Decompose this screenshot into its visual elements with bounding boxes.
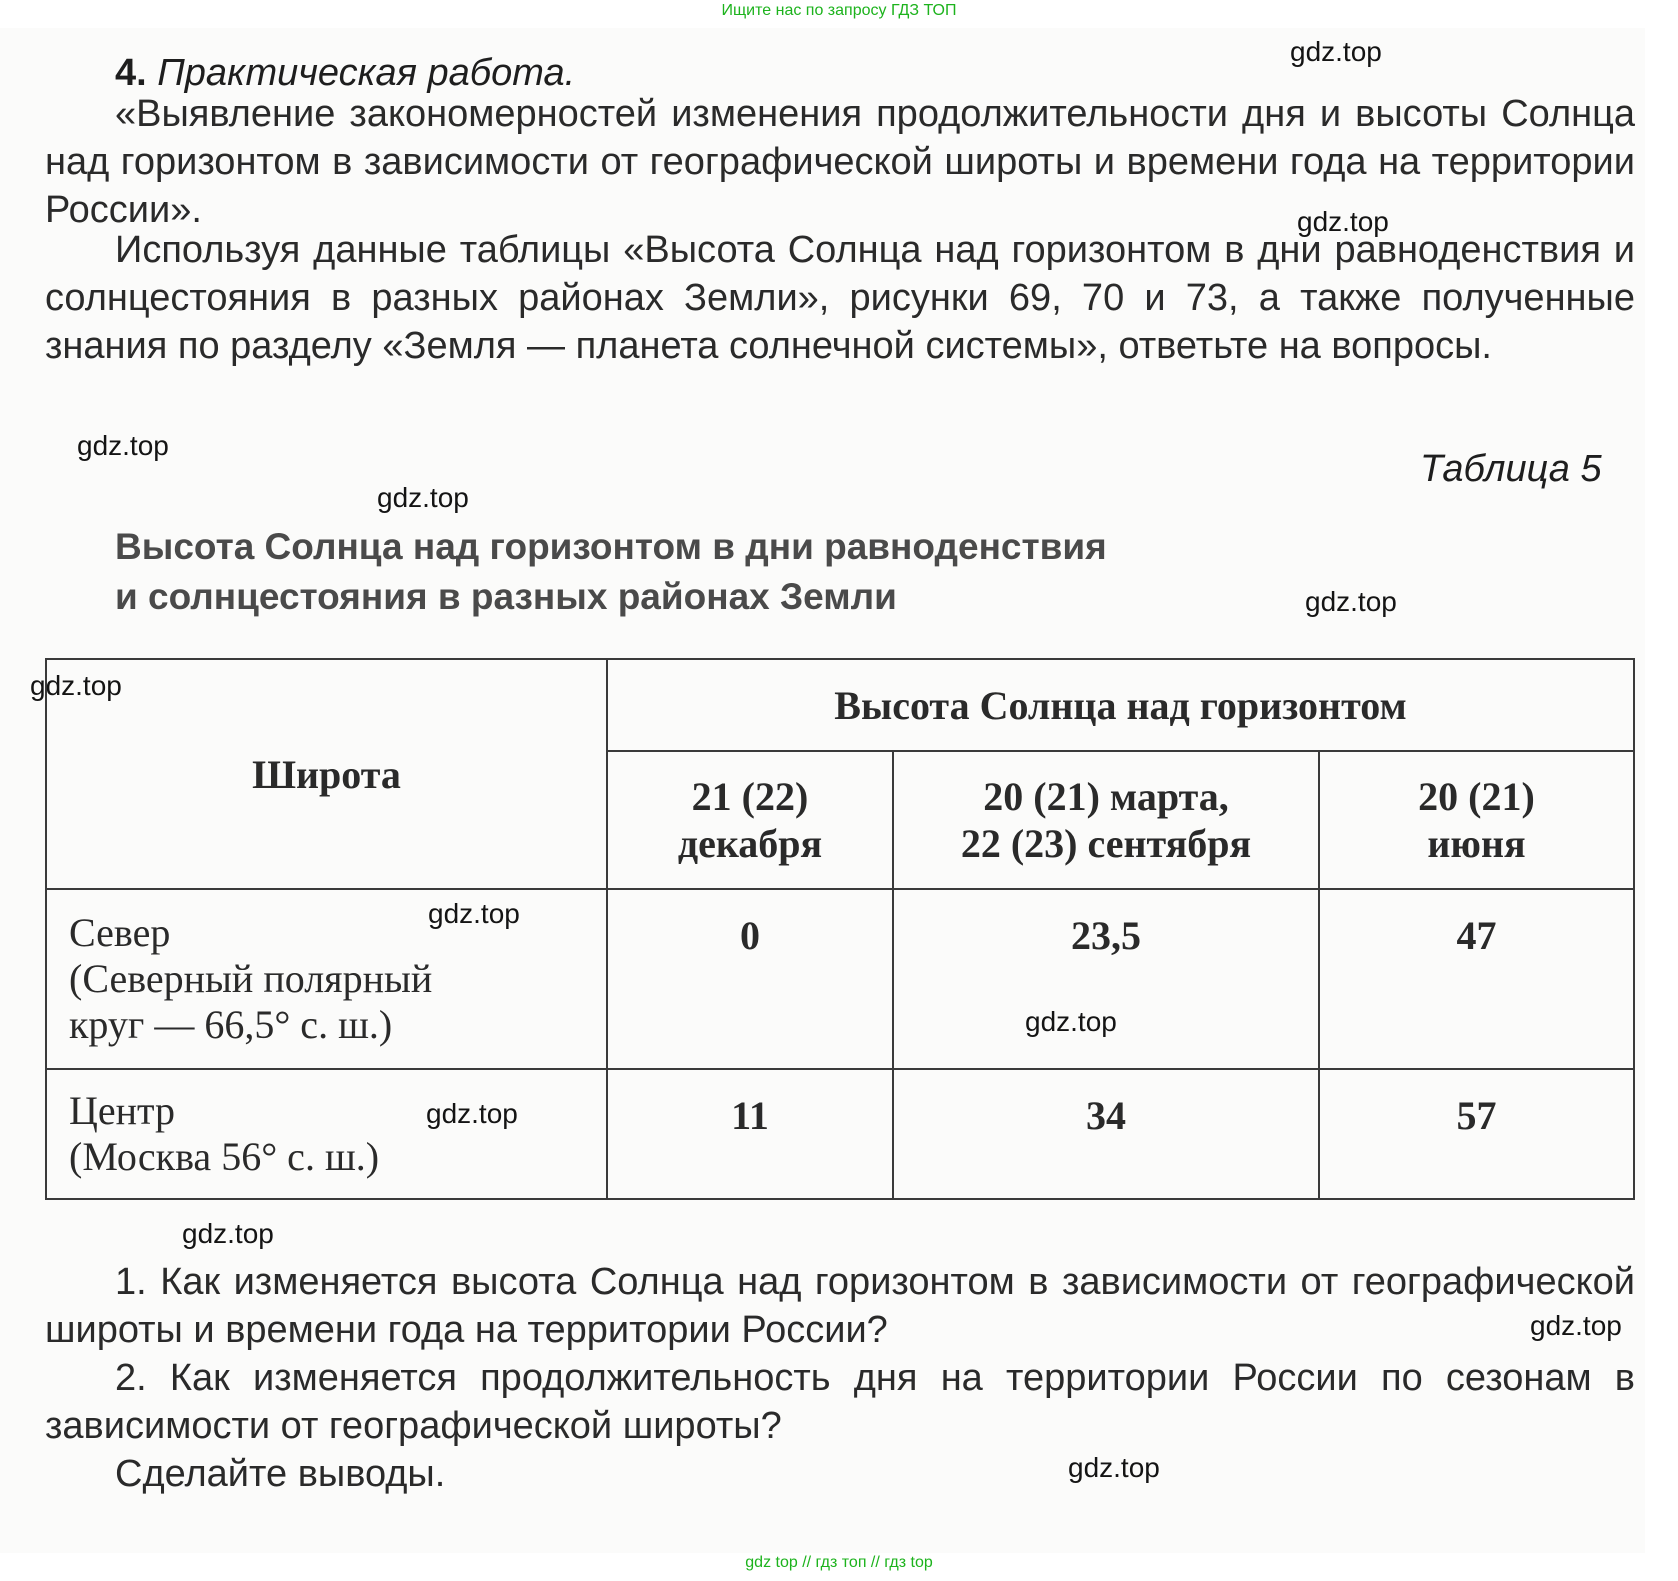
- conclusion: Сделайте выводы.: [115, 1453, 446, 1495]
- value-december: 11: [607, 1069, 893, 1199]
- table-row: [46, 889, 1634, 1069]
- watermark: gdz.top: [182, 1218, 274, 1249]
- header-december-line-2: декабря: [677, 821, 823, 866]
- header-june-line-2: июня: [1427, 821, 1526, 866]
- watermark: gdz.top: [428, 898, 520, 929]
- latitude-line-1: Центр: [69, 1088, 176, 1133]
- question-2: 2. Как изменяется продолжительность дня на территории России по сезонам в зависимости от географической широты?: [45, 1357, 1635, 1447]
- latitude-cell: [46, 889, 607, 1069]
- table-caption: Таблица 5: [1420, 448, 1602, 490]
- table-title-line-2: и солнцестояния в разных районах Земли: [115, 576, 897, 617]
- latitude-line-2: (Москва 56° с. ш.): [69, 1134, 380, 1179]
- bottom-banner: gdz top // гдз топ // гдз top: [745, 1554, 933, 1571]
- header-equinox-line-2: 22 (23) сентября: [960, 821, 1252, 866]
- table-title-line-1: Высота Солнца над горизонтом в дни равноденствия: [115, 526, 1107, 567]
- watermark: gdz.top: [1068, 1452, 1160, 1483]
- watermark: gdz.top: [426, 1098, 518, 1129]
- question-1: 1. Как изменяется высота Солнца над горизонтом в зависимости от географической широты и времени года на территории России?: [45, 1261, 1635, 1351]
- latitude-line-2: (Северный полярный: [69, 956, 433, 1001]
- watermark: gdz.top: [377, 482, 469, 513]
- watermark: gdz.top: [1297, 206, 1389, 237]
- value-june: 47: [1319, 889, 1634, 1069]
- header-june-line-1: 20 (21): [1418, 774, 1535, 819]
- header-equinox: [893, 751, 1319, 889]
- header-december: [607, 751, 893, 889]
- sun-height-table: [45, 658, 1635, 1200]
- task-title: Практическая работа.: [157, 52, 576, 94]
- value-june: 57: [1319, 1069, 1634, 1199]
- watermark: gdz.top: [1530, 1310, 1622, 1341]
- top-banner: Ищите нас по запросу ГДЗ ТОП: [721, 2, 957, 19]
- value-equinox: 23,5: [893, 889, 1319, 1069]
- task-quote: «Выявление закономерностей изменения продолжительности дня и высоты Солнца над горизонтом в зависимости от географической широты и времени года на территории России».: [45, 93, 1635, 231]
- value-equinox: 34: [893, 1069, 1319, 1199]
- task-heading: [115, 52, 575, 95]
- table-title: [115, 522, 1107, 622]
- header-latitude: Широта: [46, 659, 607, 889]
- task-instructions: Используя данные таблицы «Высота Солнца над горизонтом в дни равноденствия и солнцестояния в разных районах Земли», рисунки 69, 70 и 73, а также полученные знания по разделу «Земля — планета солнечной системы», ответьте на вопросы.: [45, 229, 1635, 367]
- header-sun-height: Высота Солнца над горизонтом: [607, 659, 1634, 751]
- latitude-cell: [46, 1069, 607, 1199]
- header-december-line-1: 21 (22): [691, 774, 809, 819]
- watermark: gdz.top: [1025, 1006, 1117, 1037]
- task-number: 4.: [115, 52, 147, 94]
- watermark: gdz.top: [30, 670, 122, 701]
- table-row: [46, 1069, 1634, 1199]
- latitude-line-3: круг — 66,5° с. ш.): [69, 1002, 393, 1047]
- watermark: gdz.top: [1290, 36, 1382, 67]
- header-june: [1319, 751, 1634, 889]
- header-equinox-line-1: 20 (21) марта,: [983, 774, 1229, 819]
- watermark: gdz.top: [1305, 586, 1397, 617]
- latitude-line-1: Север: [69, 910, 171, 955]
- value-december: 0: [607, 889, 893, 1069]
- watermark: gdz.top: [77, 430, 169, 461]
